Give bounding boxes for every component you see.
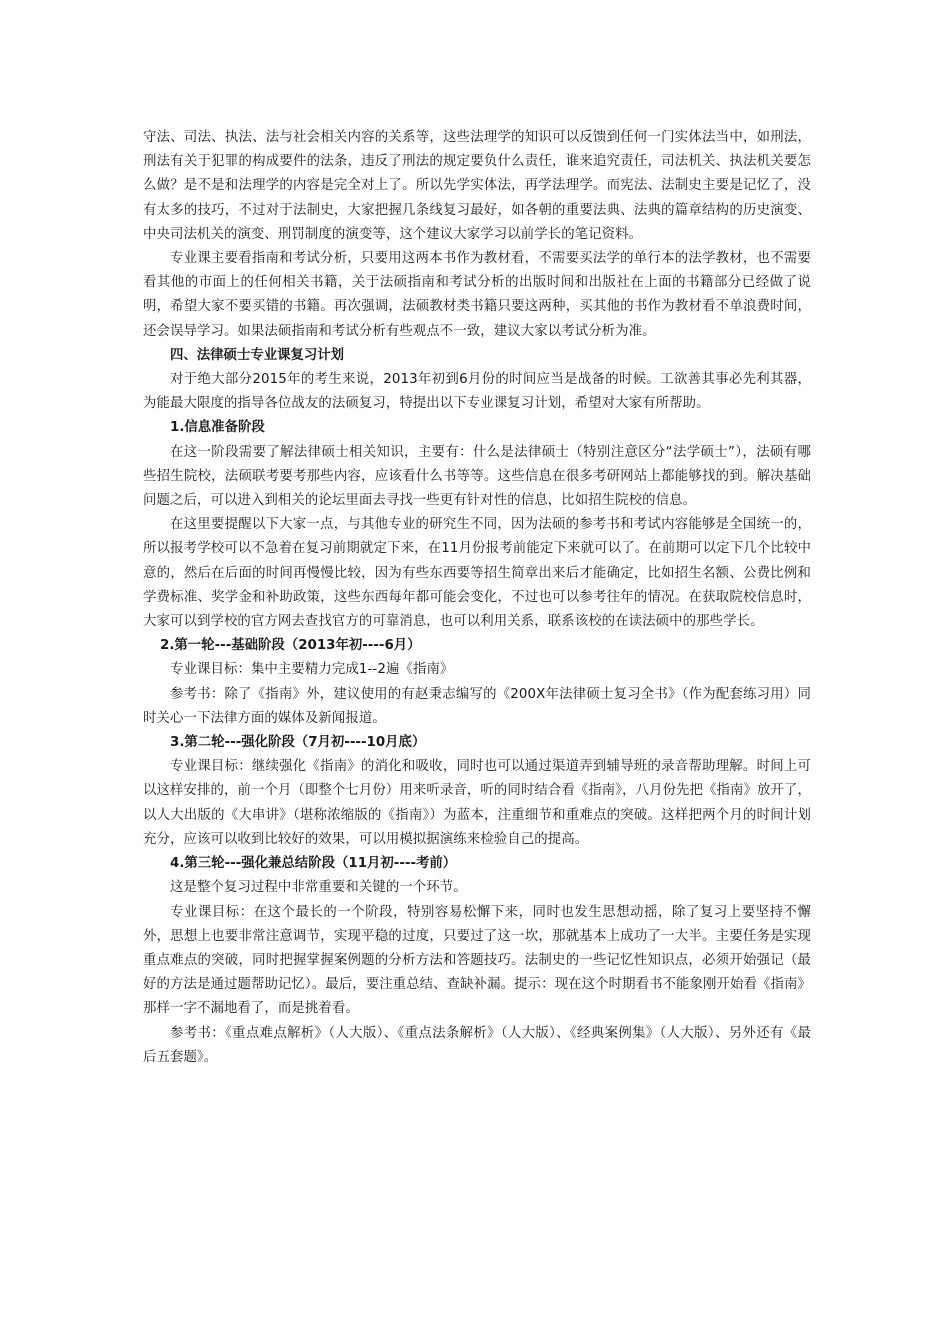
paragraph: 参考书：除了《指南》外，建议使用的有赵秉志编写的《200X年法律硕士复习全书》（作为配套练习用）同时关心一下法律方面的媒体及新闻报道。: [143, 686, 811, 726]
subsection-heading: 1.信息准备阶段: [170, 420, 265, 436]
paragraph: 在这一阶段需要了解法律硕士相关知识，主要有：什么是法律硕士（特别注意区分“法学硕士”），法硕有哪些招生院校，法硕联考要考那些内容，应该看什么书等等。这些信息在很多考研网站上都能够找的到。解决基础问题之后，可以进入到相关的论坛里面去寻找一些更有针对性的信息，比如招生院校的信息。: [143, 444, 811, 509]
section-heading: 四、法律硕士专业课复习计划: [170, 347, 345, 363]
subsection-heading: 3.第二轮---强化阶段（7月初----10月底）: [170, 735, 426, 751]
paragraph: 专业课目标：集中主要精力完成1--2遍《指南》: [170, 662, 454, 678]
paragraph: 在这里要提醒以下大家一点，与其他专业的研究生不同，因为法硕的参考书和考试内容能够是全国统一的，所以报考学校可以不急着在复习前期就定下来，在11月份报考前能定下来就可以了。在前期可以定下几个比较中意的，然后在后面的时间再慢慢比较，因为有些东西要等招生简章出来后才能确定，比如招生名额、公费比例和学费标准、奖学金和补助政策，这些东西每年都可能会变化，不过也可以参考往年的情况。在获取院校信息时，大家可以到学校的官方网去查找官方的可靠消息，也可以利用关系，联系该校的在读法硕中的那些学长。: [143, 517, 811, 630]
paragraph: 对于绝大部分2015年的考生来说，2013年初到6月份的时间应当是战备的时候。工欲善其事必先利其器，为能最大限度的指导各位战友的法硕复习，特提出以下专业课复习计划，希望对大家有所帮助。: [143, 372, 811, 412]
document-body: [143, 126, 811, 1070]
paragraph: 专业课主要看指南和考试分析，只要用这两本书作为教材看，不需要买法学的单行本的法学教材，也不需要看其他的市面上的任何相关书籍，关于法硕指南和考试分析的出版时间和出版社在上面的书籍部分已经做了说明，希望大家不要买错的书籍。再次强调，法硕教材类书籍只要这两种，买其他的书作为教材看不单浪费时间，还会误导学习。如果法硕指南和考试分析有些观点不一致，建议大家以考试分析为准。: [143, 251, 811, 339]
paragraph: 这是整个复习过程中非常重要和关键的一个环节。: [170, 880, 467, 896]
paragraph: 专业课目标：继续强化《指南》的消化和吸收，同时也可以通过渠道弄到辅导班的录音帮助理解。时间上可以这样安排的，前一个月（即整个七月份）用来听录音，听的同时结合看《指南》，八月份先把《指南》放开了，以人大出版的《大串讲》（堪称浓缩版的《指南》）为蓝本，注重细节和重难点的突破。这样把两个月的时间计划充分，应该可以收到比较好的效果，可以用模拟据演练来检验自己的提高。: [143, 759, 811, 847]
subsection-heading: 4.第三轮---强化兼总结阶段（11月初----考前）: [170, 856, 457, 872]
paragraph: 守法、司法、执法、法与社会相关内容的关系等，这些法理学的知识可以反馈到任何一门实体法当中，如刑法，刑法有关于犯罪的构成要件的法条，违反了刑法的规定要负什么责任，谁来追究责任，司法机关、执法机关要怎么做？是不是和法理学的内容是完全对上了。所以先学实体法，再学法理学。而宪法、法制史主要是记忆了，没有太多的技巧，不过对于法制史，大家把握几条线复习最好，如各朝的重要法典、法典的篇章结构的历史演变、中央司法机关的演变、刑罚制度的演变等，这个建议大家学习以前学长的笔记资料。: [143, 130, 811, 242]
subsection-heading: 2.第一轮---基础阶段（2013年初----6月）: [160, 638, 421, 654]
paragraph: 专业课目标：在这个最长的一个阶段，特别容易松懈下来，同时也发生思想动摇，除了复习上要坚持不懈外，思想上也要非常注意调节，实现平稳的过度，只要过了这一坎，那就基本上成功了一大半。主要任务是实现重点难点的突破，同时把握掌握案例题的分析方法和答题技巧。法制史的一些记忆性知识点，必须开始强记（最好的方法是通过题帮助记忆）。最后，要注重总结、查缺补漏。提示：现在这个时期看书不能象刚开始看《指南》那样一字不漏地看了，而是挑着看。: [143, 904, 811, 1017]
paragraph: 参考书：《重点难点解析》（人大版）、《重点法条解析》（人大版）、《经典案例集》（人大版）、另外还有《最后五套题》。: [143, 1025, 811, 1065]
